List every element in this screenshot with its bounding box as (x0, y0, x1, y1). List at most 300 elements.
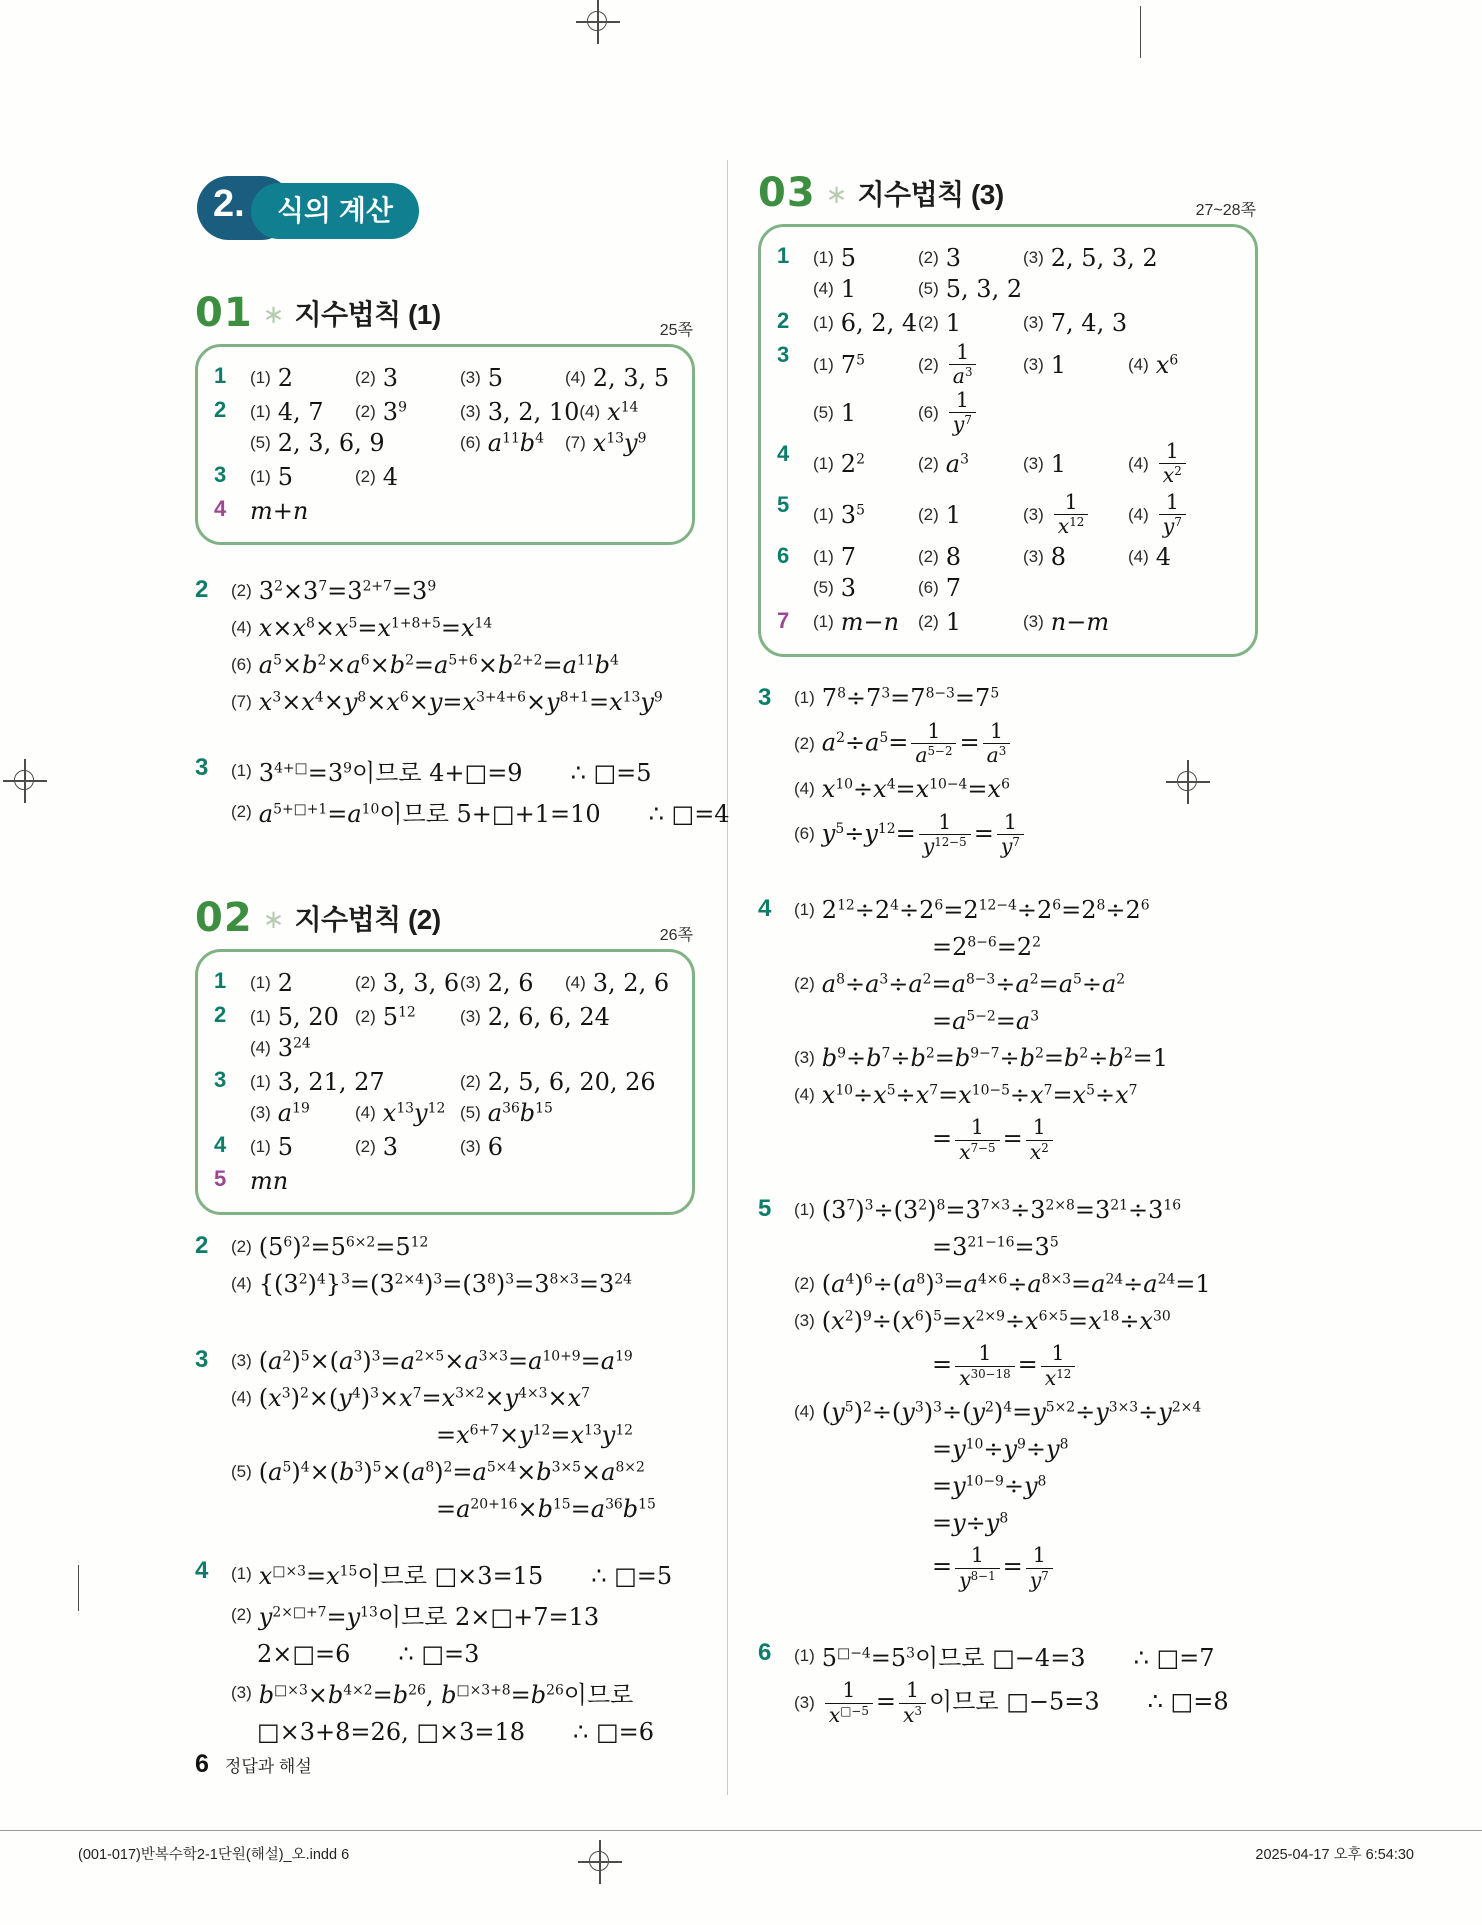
section-number: 03 (758, 170, 816, 216)
solution-part-label: (4) (231, 1273, 252, 1293)
solution-group (758, 683, 1258, 865)
answer-row-lines (250, 1131, 684, 1162)
answer-row (214, 1001, 684, 1063)
answer-part-label: (2) (918, 547, 939, 567)
solution-part-label: (7) (231, 691, 252, 711)
answer-row-number: 1 (214, 968, 227, 993)
answer-part-label: (6) (918, 578, 939, 598)
solution-group (758, 894, 1258, 1170)
solution-part-label: (2) (794, 973, 815, 993)
answer-part-label: (5) (813, 402, 834, 422)
page-number: 6 (195, 1750, 209, 1778)
answer-part (813, 608, 918, 636)
solution-line (932, 1544, 1258, 1592)
solution-part-label: (3) (794, 1310, 815, 1330)
answer-line (250, 967, 684, 998)
answer-value: n−m (1050, 608, 1110, 637)
solution-number: 2 (195, 576, 209, 603)
answer-value: $\frac{1}{y^7}$ (946, 389, 979, 437)
answer-part-label: (6) (918, 402, 939, 422)
solution-number: 3 (758, 683, 772, 711)
math-expression: $=2^{8-6}=2^2$ (932, 932, 1041, 961)
math-expression: $(a^2)^5\times(a^3)^3=a^{2\times 5}\times a^{3\times 3}=a^{10+9}=a^{19}$ (258, 1346, 633, 1375)
answer-value: 3, 2, 6 (592, 968, 670, 997)
math-expression: $\frac{1}{x^{□-5}}$ = $\frac{1}{x^3}$ 이므로 □−5=3 ∴ □=8 (822, 1679, 1229, 1727)
answer-part-label: (3) (460, 367, 481, 387)
solution-line (932, 1005, 1258, 1036)
answer-part (250, 969, 355, 997)
answer-part (918, 608, 1023, 636)
answer-part-label: (2) (918, 312, 939, 332)
answer-value: 2 (277, 968, 294, 997)
answer-value: 2, 6, 6, 24 (487, 1002, 610, 1031)
answer-part-label: (4) (1128, 547, 1149, 567)
math-expression: $(5^6)^2=5^{6\times 2}=5^{12}$ (258, 1232, 429, 1261)
answer-value: 3, 2, 10 (487, 397, 580, 426)
math-expression: $5^{□-4}=5^3$이므로 □−4=3 ∴ □=7 (821, 1644, 1215, 1673)
answer-line (813, 341, 1247, 389)
answer-value: 2, 3, 5 (592, 363, 670, 392)
answer-line (250, 1097, 684, 1128)
solution-line (794, 1305, 1258, 1336)
answer-value: 3, 3, 6 (382, 968, 460, 997)
answer-value: $a^{19}$ (277, 1098, 310, 1127)
answer-part-label: (4) (565, 367, 586, 387)
solution-line (231, 1456, 695, 1487)
right-column (758, 0, 1258, 1733)
answer-part (460, 1003, 670, 1031)
answer-value: 6 (487, 1132, 504, 1161)
math-expression: 2×□=6 ∴ □=3 (257, 1639, 480, 1668)
answer-part (355, 463, 460, 491)
answer-part-label: (5) (813, 578, 834, 598)
solution-line (794, 811, 1258, 859)
answer-line (250, 427, 684, 458)
answer-value: 1 (840, 398, 857, 427)
answer-part-label: (3) (460, 1136, 481, 1156)
solution-part-label: (4) (794, 1401, 815, 1421)
solution-line (794, 1194, 1258, 1225)
answer-line (250, 1131, 684, 1162)
answer-value: 6, 2, 4 (840, 308, 918, 337)
answer-part-label: (2) (355, 367, 376, 387)
answer-line (813, 440, 1247, 488)
math-expression: $a^{5+□+1}=a^{10}$이므로 5+□+1=10 ∴ □=4 (258, 800, 730, 828)
math-expression: $=3^{21-16}=3^5$ (932, 1232, 1059, 1261)
math-expression: $b^9\div b^7\div b^2=b^{9-7}\div b^2=b^2\div b^2=1$ (821, 1043, 1168, 1072)
answer-line (250, 1001, 684, 1032)
answer-part (250, 398, 355, 426)
answer-line (813, 242, 1247, 273)
answer-row-number: 2 (214, 1002, 227, 1027)
solution-line (794, 1268, 1258, 1299)
answer-part-label: (3) (460, 1006, 481, 1026)
answer-part (579, 398, 684, 426)
answer-row-number: 2 (214, 397, 227, 422)
math-expression: $x^3\times x^4\times y^8\times x^6\times y=x^{3+4+6}\times y^{8+1}=x^{13}y^9$ (258, 687, 663, 716)
solution-number: 4 (195, 1557, 209, 1584)
answer-value: 2, 5, 3, 2 (1050, 243, 1158, 272)
page-footer-label: 정답과 해설 (224, 1757, 312, 1776)
answer-row (214, 1165, 684, 1196)
page-footer (195, 1750, 312, 1779)
answer-row (777, 440, 1247, 488)
answer-value: $x^{13}y^9$ (592, 428, 647, 457)
answer-row (777, 542, 1247, 604)
answer-value: 2, 3, 6, 9 (277, 428, 385, 457)
answer-row-lines (250, 461, 684, 492)
section-page-ref: 27~28쪽 (1195, 202, 1256, 219)
answer-value: 3 (382, 1132, 399, 1161)
math-expression: $a^5\times b^2\times a^6\times b^2=a^{5+6}\times b^{2+2}=a^{11}b^4$ (258, 650, 619, 679)
imprint-filename: (001-017)반복수학2-1단원(해설)_오.indd 6 (78, 1847, 350, 1863)
solution-line (231, 1268, 695, 1299)
solution-part-label: (2) (794, 1273, 815, 1293)
answer-part-label: (1) (813, 547, 834, 567)
solution-lines (231, 753, 730, 835)
answer-part-label: (5) (250, 432, 271, 452)
solution-lines (794, 1638, 1258, 1733)
answer-part-label: (1) (250, 1006, 271, 1026)
answer-line (813, 389, 1247, 437)
answer-part-label: (1) (813, 504, 834, 524)
solution-part-label: (2) (231, 801, 252, 821)
answer-value: m+n (250, 496, 309, 525)
answer-row (777, 307, 1247, 338)
math-expression: $=y^{10}\div y^9\div y^8$ (932, 1434, 1069, 1463)
math-expression: $x\times x^8\times x^5=x^{1+8+5}=x^{14}$ (258, 613, 493, 642)
solution-group (195, 753, 730, 835)
solution-line (231, 1382, 695, 1413)
answer-row-lines (813, 242, 1247, 304)
answer-line (813, 573, 1247, 604)
solution-lines (794, 894, 1258, 1170)
answer-part (250, 1099, 355, 1127)
solution-line (794, 683, 1258, 714)
answer-part (813, 309, 918, 337)
answer-row (214, 1131, 684, 1162)
math-expression: = $\frac{1}{x^{7-5}}$ = $\frac{1}{x^2}$ (932, 1116, 1056, 1164)
solution-part-label: (2) (231, 1236, 252, 1256)
solution-lines (231, 1345, 695, 1530)
answer-row-number: 7 (777, 607, 790, 633)
answer-part-label: (2) (918, 453, 939, 473)
answer-value: 8 (945, 543, 962, 572)
answer-part-label: (1) (813, 354, 834, 374)
math-expression: $(a^5)^4\times(b^3)^5\times(a^8)^2=a^{5\times 4}\times b^{3\times 5}\times a^{8\times 2}$ (258, 1457, 645, 1486)
answer-line (813, 273, 1247, 304)
section-number: 01 (195, 290, 253, 336)
answer-row (777, 242, 1247, 304)
answer-row-lines (813, 440, 1247, 488)
answer-part-label: (4) (1128, 453, 1149, 473)
answer-part (565, 364, 670, 392)
answer-row-number: 6 (777, 542, 790, 568)
answer-value: $x^6$ (1155, 350, 1179, 379)
answer-value: $\frac{1}{a^3}$ (946, 341, 980, 389)
answer-part-label: (3) (1023, 453, 1044, 473)
section-page-ref: 25쪽 (659, 322, 693, 339)
answer-part-label: (5) (460, 1102, 481, 1122)
solution-line (231, 1675, 695, 1710)
registration-mark-left (3, 759, 47, 803)
solution-line (794, 968, 1258, 999)
answer-part (813, 501, 918, 529)
answer-part (813, 574, 918, 602)
left-column (195, 0, 730, 1753)
answer-part (250, 364, 355, 392)
section-title: 지수법칙 (3) (857, 179, 1004, 210)
answer-part-label: (2) (460, 1071, 481, 1091)
math-expression: $a^8\div a^3\div a^2=a^{8-3}\div a^2=a^5\div a^2$ (821, 969, 1126, 998)
solution-line (794, 1638, 1258, 1673)
solution-line (932, 1342, 1258, 1390)
answer-row-lines (813, 341, 1247, 437)
answer-part-label: (4) (355, 1102, 376, 1122)
answer-line (250, 362, 684, 393)
solution-line (932, 1231, 1258, 1262)
answer-row (777, 607, 1247, 638)
answer-row (214, 396, 684, 458)
chapter-number: 2. (213, 183, 245, 225)
answer-value: $2^2$ (840, 449, 865, 478)
answer-value: 5 (277, 462, 294, 491)
answer-part (918, 543, 1023, 571)
math-expression: $7^8\div 7^3=7^{8-3}=7^5$ (821, 684, 1000, 713)
answer-part (1128, 543, 1233, 571)
answer-part-label: (4) (1128, 354, 1149, 374)
answer-part (460, 1068, 670, 1096)
answer-value: 5, 3, 2 (945, 274, 1023, 303)
solution-line (257, 1638, 695, 1669)
answer-part (918, 574, 1023, 602)
solution-part-label: (1) (794, 899, 815, 919)
answer-part-label: (2) (918, 247, 939, 267)
answer-line (813, 307, 1247, 338)
answer-part-label: (4) (579, 401, 601, 421)
math-expression: $(3^7)^3\div(3^2)^8=3^{7\times 3}\div 3^{2\times 8}=3^{21}\div 3^{16}$ (821, 1195, 1182, 1224)
answer-row-lines (813, 607, 1247, 638)
answer-value: $x^{14}$ (607, 397, 639, 426)
answer-value: $\frac{1}{x^{12}}$ (1051, 491, 1092, 539)
solution-part-label: (1) (231, 1563, 252, 1583)
answer-value: mn (250, 1166, 289, 1195)
section-page-ref: 26쪽 (659, 927, 693, 944)
answer-part-label: (2) (355, 401, 376, 421)
answer-part (1023, 351, 1128, 379)
answer-part (813, 351, 918, 379)
solution-part-label: (3) (794, 1047, 815, 1067)
answer-part (355, 1133, 460, 1161)
answer-value: 3 (945, 243, 962, 272)
solution-part-label: (3) (231, 1682, 252, 1702)
solution-number: 3 (195, 1346, 209, 1373)
answer-part-label: (1) (250, 972, 271, 992)
solution-group (195, 1231, 695, 1305)
answer-part-label: (1) (813, 312, 834, 332)
answer-part-label: (3) (1023, 312, 1044, 332)
answer-value: $a^{36}b^{15}$ (487, 1098, 553, 1127)
answer-part (813, 244, 918, 272)
answer-box-02 (195, 949, 695, 1215)
answer-part (1023, 491, 1128, 539)
answer-part-label: (3) (1023, 612, 1044, 632)
answer-value: 2, 6 (487, 968, 534, 997)
solution-part-label: (2) (231, 580, 252, 600)
answer-line (813, 542, 1247, 573)
solution-line (231, 612, 695, 643)
asterisk-icon: ∗ (262, 903, 285, 934)
solution-line (436, 1493, 695, 1524)
solution-group (195, 1556, 695, 1753)
answer-row (214, 495, 684, 526)
column-divider (727, 160, 728, 1795)
solution-number: 2 (195, 1232, 209, 1259)
answer-part-label: (7) (565, 432, 586, 452)
answer-value: m−n (840, 608, 900, 637)
answer-part-label: (1) (250, 401, 271, 421)
answer-part-label: (2) (355, 1006, 376, 1026)
solution-line (932, 1507, 1258, 1538)
answer-part (250, 463, 355, 491)
answer-part (918, 389, 1023, 437)
answer-line (813, 607, 1247, 638)
answer-part-label: (2) (918, 354, 939, 374)
answer-part (918, 501, 1023, 529)
registration-mark-bottom (578, 1840, 622, 1884)
solution-lines (794, 1194, 1258, 1598)
answer-part-label: (3) (1023, 504, 1044, 524)
answer-part-label: (2) (355, 1136, 376, 1156)
section-02-header (195, 895, 695, 944)
answer-part (813, 399, 918, 427)
answer-row-lines (250, 495, 684, 526)
answer-value: $3^{24}$ (277, 1033, 311, 1062)
solution-part-label: (5) (231, 1461, 252, 1481)
solution-part-label: (6) (794, 824, 815, 844)
solution-line (932, 1116, 1258, 1164)
answer-value: $\frac{1}{y^7}$ (1156, 491, 1189, 539)
solution-line (231, 1556, 695, 1591)
math-expression: $\{(3^2)^4\}^3=(3^{2\times 4})^3=(3^8)^3=3^{8\times 3}=3^{24}$ (258, 1269, 632, 1298)
answer-part-label: (1) (250, 1136, 271, 1156)
answer-row-number: 2 (777, 308, 790, 333)
math-expression: $(x^3)^2\times(y^4)^3\times x^7=x^{3\times 2}\times y^{4\times 3}\times x^7$ (258, 1383, 591, 1412)
solution-line (794, 1042, 1258, 1073)
math-expression: $3^2\times 3^7=3^{2+7}=3^9$ (258, 576, 437, 605)
answer-value: 1 (945, 308, 962, 337)
answer-row-number: 4 (214, 1132, 227, 1157)
answer-box-01 (195, 344, 695, 545)
answer-value: 3, 21, 27 (277, 1067, 385, 1096)
answer-part-label: (2) (918, 612, 939, 632)
answer-row-number: 3 (214, 462, 227, 487)
answer-row-lines (250, 362, 684, 393)
answer-part (918, 275, 1128, 303)
answer-part (1023, 309, 1233, 337)
asterisk-icon: ∗ (825, 178, 848, 209)
math-expression: $b^{□\times 3}\times b^{4\times 2}=b^{26}$, $b^{□\times 3+8}=b^{26}$이므로 (258, 1681, 634, 1709)
solution-part-label: (6) (231, 654, 252, 674)
math-expression: $x^{10}\div x^5\div x^7=x^{10-5}\div x^7=x^5\div x^7$ (821, 1080, 1138, 1109)
solution-line (231, 1597, 695, 1632)
answer-row (214, 967, 684, 998)
answer-part-label: (2) (355, 972, 376, 992)
answer-row-lines (250, 1165, 684, 1196)
solution-line (231, 753, 730, 788)
answer-value: 7, 4, 3 (1050, 308, 1128, 337)
solution-line (794, 720, 1258, 768)
answer-value: 3 (382, 363, 399, 392)
answer-part (918, 450, 1023, 478)
answer-value: $5^{12}$ (382, 1002, 416, 1031)
answer-row-number: 3 (214, 1067, 227, 1092)
answer-part-label: (4) (250, 1037, 271, 1057)
math-expression: = $\frac{1}{y^{8-1}}$ = $\frac{1}{y^7}$ (932, 1544, 1056, 1592)
answer-value: 1 (945, 500, 962, 529)
answer-part (460, 398, 579, 426)
solution-lines (231, 1556, 695, 1753)
answer-row-number: 3 (777, 342, 790, 367)
solution-part-label: (4) (794, 779, 815, 799)
section-title: 지수법칙 (1) (294, 299, 441, 330)
answer-part (1128, 351, 1233, 379)
math-expression: □×3+8=26, □×3=18 ∴ □=6 (257, 1717, 654, 1746)
solution-part-label: (1) (794, 1645, 815, 1665)
answer-row-number: 5 (214, 1166, 227, 1191)
answer-part (250, 497, 355, 525)
solution-part-label: (3) (794, 1693, 815, 1713)
section-03-header (758, 170, 1258, 219)
answer-value: 5 (277, 1132, 294, 1161)
math-expression: $(x^2)^9\div(x^6)^5=x^{2\times 9}\div x^{6\times 5}=x^{18}\div x^{30}$ (821, 1306, 1171, 1335)
section-01-header (195, 290, 695, 339)
answer-part (355, 1099, 460, 1127)
answer-part-label: (4) (1128, 504, 1149, 524)
answer-part (813, 275, 918, 303)
math-expression: $=a^{20+16}\times b^{15}=a^{36}b^{15}$ (436, 1494, 656, 1523)
answer-row-number: 4 (777, 440, 790, 466)
answer-part-label: (6) (460, 432, 481, 452)
math-expression: $3^{4+□}=3^9$이므로 4+□=9 ∴ □=5 (258, 759, 652, 787)
math-expression: $=a^{5-2}=a^3$ (932, 1006, 1040, 1035)
solution-line (794, 1396, 1258, 1427)
solution-group (195, 575, 695, 723)
answer-part-label: (1) (813, 453, 834, 473)
answer-row-number: 1 (214, 363, 227, 388)
answer-row-lines (250, 1001, 684, 1063)
answer-value: 4 (382, 462, 399, 491)
answer-part (355, 1003, 460, 1031)
solution-number: 6 (758, 1639, 772, 1667)
math-expression: $(y^5)^2\div(y^3)^3\div(y^2)^4=y^{5\times 2}\div y^{3\times 3}\div y^{2\times 4}$ (821, 1397, 1202, 1426)
answer-value: $x^{13}y^{12}$ (382, 1098, 446, 1127)
answer-value: 4, 7 (277, 397, 324, 426)
answer-part (1023, 543, 1128, 571)
answer-part (355, 398, 460, 426)
math-expression: = $\frac{1}{x^{30-18}}$ = $\frac{1}{x^{12}}$ (932, 1342, 1078, 1390)
solution-line (231, 794, 730, 829)
answer-part-label: (3) (250, 1102, 271, 1122)
answer-part-label: (1) (250, 1071, 271, 1091)
solution-line (231, 1231, 695, 1262)
answer-value: $3^5$ (840, 500, 865, 529)
answer-value: 2, 5, 6, 20, 26 (487, 1067, 656, 1096)
solution-part-label: (2) (794, 733, 815, 753)
math-expression: $2^{12}\div 2^4\div 2^6=2^{12-4}\div 2^6=2^8\div 2^6$ (821, 895, 1150, 924)
math-expression: $y^5\div y^{12}=$ $\frac{1}{y^{12-5}}$ = $\frac{1}{y^7}$ (822, 811, 1027, 859)
imprint-timestamp: 2025-04-17 오후 6:54:30 (1255, 1847, 1414, 1863)
